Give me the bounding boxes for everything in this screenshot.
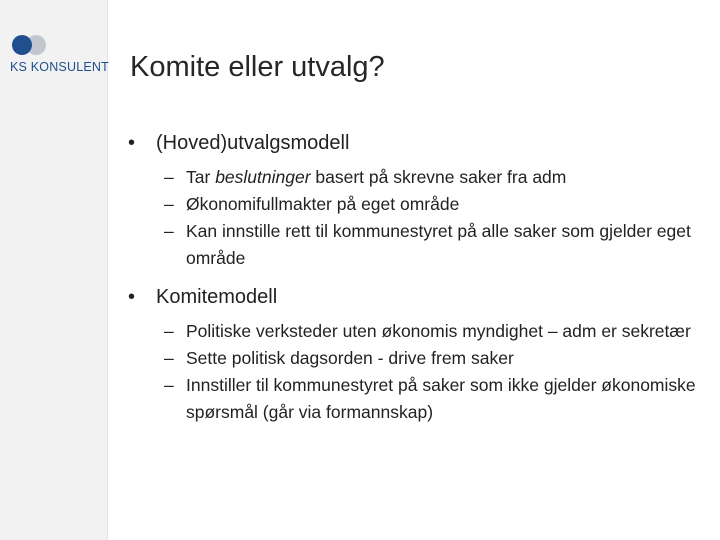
slide-content <box>128 130 708 426</box>
dash-icon: – <box>164 221 174 241</box>
sub-bullet-text: Politiske verksteder uten økonomis myndighet – adm er sekretær <box>186 321 691 341</box>
section-heading: (Hoved)utvalgsmodell <box>156 132 350 154</box>
bullet-hovedutvalgsmodell <box>128 130 708 156</box>
dash-icon: – <box>164 375 174 395</box>
dash-icon: – <box>164 194 174 214</box>
sub-bullet <box>128 164 708 191</box>
sub-bullet <box>128 318 708 345</box>
sub-bullet <box>128 345 708 372</box>
sub-bullet <box>128 191 708 218</box>
dash-icon: – <box>164 167 174 187</box>
sub-bullet-text-emphasis: beslutninger <box>215 167 311 187</box>
bullet-icon: • <box>128 132 136 154</box>
bullet-komitemodell <box>128 284 708 310</box>
ks-konsulent-logo <box>10 34 109 84</box>
sub-bullet <box>128 372 708 426</box>
logo-text: KS KONSULENT <box>10 60 109 74</box>
dash-icon: – <box>164 348 174 368</box>
sub-bullet-text: Innstiller til kommunestyret på saker som ikke gjelder økonomiske spørsmål (går via formannskap) <box>186 375 696 422</box>
bullet-icon: • <box>128 286 136 308</box>
sub-bullet-text: Økonomifullmakter på eget område <box>186 194 460 214</box>
circles-logo-icon <box>12 34 48 56</box>
sub-bullet-text-post: basert på skrevne saker fra adm <box>310 167 567 187</box>
dash-icon: – <box>164 321 174 341</box>
sub-bullet-text-pre: Tar <box>186 167 216 187</box>
section-heading: Komitemodell <box>156 286 278 308</box>
blue-circle-icon <box>12 35 32 55</box>
sub-bullet-text: Sette politisk dagsorden - drive frem saker <box>186 348 514 368</box>
slide-title: Komite eller utvalg? <box>130 51 385 83</box>
sidebar <box>0 0 108 540</box>
sub-bullet-text: Kan innstille rett til kommunestyret på alle saker som gjelder eget område <box>186 221 691 268</box>
sub-bullet <box>128 218 708 272</box>
